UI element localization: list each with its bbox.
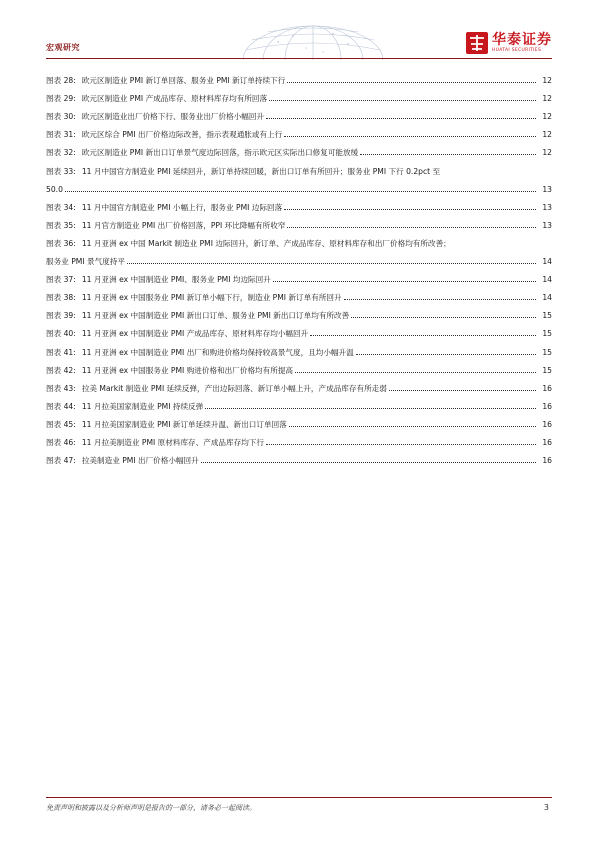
toc-entry[interactable] <box>46 357 552 375</box>
toc-entry-title-continued: 50.0 <box>46 184 63 194</box>
toc-entry[interactable] <box>46 338 552 356</box>
toc-entry[interactable] <box>46 375 552 393</box>
toc-entry-number: 图表 29: <box>46 94 76 104</box>
toc-entry[interactable] <box>46 411 552 429</box>
toc-entry[interactable] <box>46 139 552 157</box>
toc-entry-title-continued: 服务业 PMI 景气度持平 <box>46 257 125 267</box>
toc-entry[interactable] <box>46 121 552 139</box>
toc-entry[interactable] <box>46 85 552 103</box>
toc-entry-title: 11 月中国官方制造业 PMI 小幅上行，服务业 PMI 边际回落 <box>81 202 283 212</box>
section-label: 宏观研究 <box>46 43 80 52</box>
toc-entry[interactable] <box>46 103 552 121</box>
header-divider <box>46 58 552 59</box>
toc-entry-number: 图表 45: <box>46 419 76 429</box>
toc-entry-number: 图表 40: <box>46 329 76 339</box>
toc-entry-page: 16 <box>542 456 552 466</box>
toc-entry-number: 图表 28: <box>46 76 76 86</box>
toc-leader-dots <box>284 209 536 210</box>
toc-entry-page: 16 <box>542 419 552 429</box>
toc-entry-title: 拉美 Markit 制造业 PMI 延续反弹，产出边际回落、新订单小幅上升，产成品库存有所走弱 <box>81 383 387 393</box>
toc-entry-number: 图表 43: <box>46 383 76 393</box>
toc-entry-title: 11 月亚洲 ex 中国制造业 PMI、服务业 PMI 均边际回升 <box>81 275 271 285</box>
brand-name-en: HUATAI SECURITIES <box>492 47 542 53</box>
toc-leader-dots <box>389 390 536 391</box>
toc-leader-dots <box>273 281 536 282</box>
toc-leader-dots <box>266 444 536 445</box>
toc-entry-number: 图表 39: <box>46 311 76 321</box>
toc-entry[interactable] <box>46 266 552 284</box>
toc-entry-title: 欧元区制造业 PMI 新出口订单景气度边际回落，指示欧元区实际出口修复可能放缓 <box>81 148 359 158</box>
toc-entry-number: 图表 41: <box>46 347 76 357</box>
toc-entry-title: 11 月亚洲 ex 中国制造业 PMI 产成品库存、原材料库存均小幅回升 <box>81 329 309 339</box>
toc-leader-dots <box>289 426 536 427</box>
toc-entry-page: 13 <box>542 202 552 212</box>
toc-entry-title: 11 月亚洲 ex 中国制造业 PMI 新出口订单、服务业 PMI 新出口订单均有所改善 <box>81 311 350 321</box>
toc-entry-page: 15 <box>542 365 552 375</box>
toc-entry-title: 拉美制造业 PMI 出厂价格小幅回升 <box>81 456 199 466</box>
toc-entry-title: 11 月亚洲 ex 中国服务业 PMI 购进价格和出厂价格均有所提高 <box>81 365 294 375</box>
toc-entry-title: 11 月中国官方制造业 PMI 延续回升，新订单持续回暖，新出口订单有所回升；服务业 PMI 下行 0.2pct 至 <box>81 166 441 176</box>
brand-logo <box>466 32 552 54</box>
toc-leader-dots <box>295 372 536 373</box>
toc-entry[interactable] <box>46 447 552 465</box>
brand-mark-icon <box>466 32 488 54</box>
toc-entry-page: 13 <box>542 220 552 230</box>
toc-leader-dots <box>287 227 536 228</box>
toc-entry-title: 欧元区制造业 PMI 产成品库存、原材料库存均有所回落 <box>81 94 268 104</box>
toc-entry-number: 图表 37: <box>46 275 76 285</box>
page-header <box>0 0 595 62</box>
toc-leader-dots <box>65 191 536 192</box>
toc-entry-number: 图表 46: <box>46 437 76 447</box>
toc-entry-title: 11 月亚洲 ex 中国制造业 PMI 出厂和购进价格均保持较高景气度，且均小幅升温 <box>81 347 354 357</box>
toc-entry[interactable] <box>46 67 552 85</box>
toc-entry-page: 15 <box>542 311 552 321</box>
page-number: 3 <box>543 803 549 812</box>
toc-entry-page: 14 <box>542 257 552 267</box>
toc-entry[interactable] <box>46 157 552 193</box>
toc-leader-dots <box>127 263 536 264</box>
footer-divider <box>46 797 552 798</box>
toc-entry[interactable] <box>46 284 552 302</box>
toc-leader-dots <box>310 335 536 336</box>
toc-entry-page: 15 <box>542 329 552 339</box>
toc-entry-number: 图表 36: <box>46 238 76 248</box>
toc-leader-dots <box>266 118 536 119</box>
toc-leader-dots <box>287 82 536 83</box>
toc-entry[interactable] <box>46 194 552 212</box>
toc-leader-dots <box>360 154 536 155</box>
toc-entry-title: 11 月拉美制造业 PMI 原材料库存、产成品库存均下行 <box>81 437 264 447</box>
toc-entry-page: 16 <box>542 401 552 411</box>
toc-entry[interactable] <box>46 429 552 447</box>
toc-entry-title: 欧元区制造业 PMI 新订单回落、服务业 PMI 新订单持续下行 <box>81 76 286 86</box>
toc-entry-title: 11 月亚洲 ex 中国服务业 PMI 新订单小幅下行，制造业 PMI 新订单有所回升 <box>81 293 342 303</box>
toc-entry-number: 图表 42: <box>46 365 76 375</box>
toc-entry-page: 16 <box>542 383 552 393</box>
toc-entry-page: 12 <box>542 148 552 158</box>
toc-entry[interactable] <box>46 302 552 320</box>
toc-entry-number: 图表 32: <box>46 148 76 158</box>
toc-leader-dots <box>351 317 536 318</box>
brand-name-cn: 华泰证券 <box>492 31 552 48</box>
toc-leader-dots <box>344 299 536 300</box>
toc-leader-dots <box>201 462 536 463</box>
toc-entry-title: 11 月亚洲 ex 中国 Markit 制造业 PMI 边际回升，新订单、产成品库存、原材料库存和出厂价格均有所改善； <box>81 238 451 248</box>
toc-entry-title: 11 月拉美国家制造业 PMI 持续反弹 <box>81 401 204 411</box>
toc-entry-page: 12 <box>542 130 552 140</box>
toc-entry-page: 14 <box>542 275 552 285</box>
toc-entry[interactable] <box>46 320 552 338</box>
toc-entry-title: 欧元区制造业出厂价格下行、服务业出厂价格小幅回升 <box>81 112 265 122</box>
toc-entry[interactable] <box>46 212 552 230</box>
toc-entry-number: 图表 35: <box>46 220 76 230</box>
toc-entry-number: 图表 47: <box>46 456 76 466</box>
globe-watermark-icon <box>238 22 388 60</box>
toc-entry-page: 15 <box>542 347 552 357</box>
toc-entry-number: 图表 31: <box>46 130 76 140</box>
disclaimer-note: 免责声明和披露以及分析师声明是报告的一部分，请务必一起阅读。 <box>46 804 256 812</box>
toc-entry-number: 图表 30: <box>46 112 76 122</box>
figure-index-list <box>46 67 552 465</box>
toc-entry-number: 图表 38: <box>46 293 76 303</box>
toc-entry-number: 图表 33: <box>46 166 76 176</box>
toc-entry-page: 12 <box>542 112 552 122</box>
toc-leader-dots <box>269 100 536 101</box>
toc-entry[interactable] <box>46 393 552 411</box>
toc-entry-page: 12 <box>542 76 552 86</box>
toc-entry[interactable] <box>46 230 552 266</box>
toc-entry-title: 11 月拉美国家制造业 PMI 新订单延续升温、新出口订单回落 <box>81 419 287 429</box>
toc-entry-page: 16 <box>542 437 552 447</box>
toc-entry-number: 图表 44: <box>46 401 76 411</box>
toc-entry-page: 14 <box>542 293 552 303</box>
toc-entry-number: 图表 34: <box>46 202 76 212</box>
toc-entry-page: 13 <box>542 184 552 194</box>
toc-leader-dots <box>356 354 536 355</box>
toc-leader-dots <box>205 408 536 409</box>
toc-entry-page: 12 <box>542 94 552 104</box>
toc-entry-title: 欧元区综合 PMI 出厂价格边际改善，指示表观通胀或有上行 <box>81 130 283 140</box>
toc-leader-dots <box>284 136 536 137</box>
toc-entry-title: 11 月官方制造业 PMI 出厂价格回落，PPI 环比降幅有所收窄 <box>81 220 286 230</box>
